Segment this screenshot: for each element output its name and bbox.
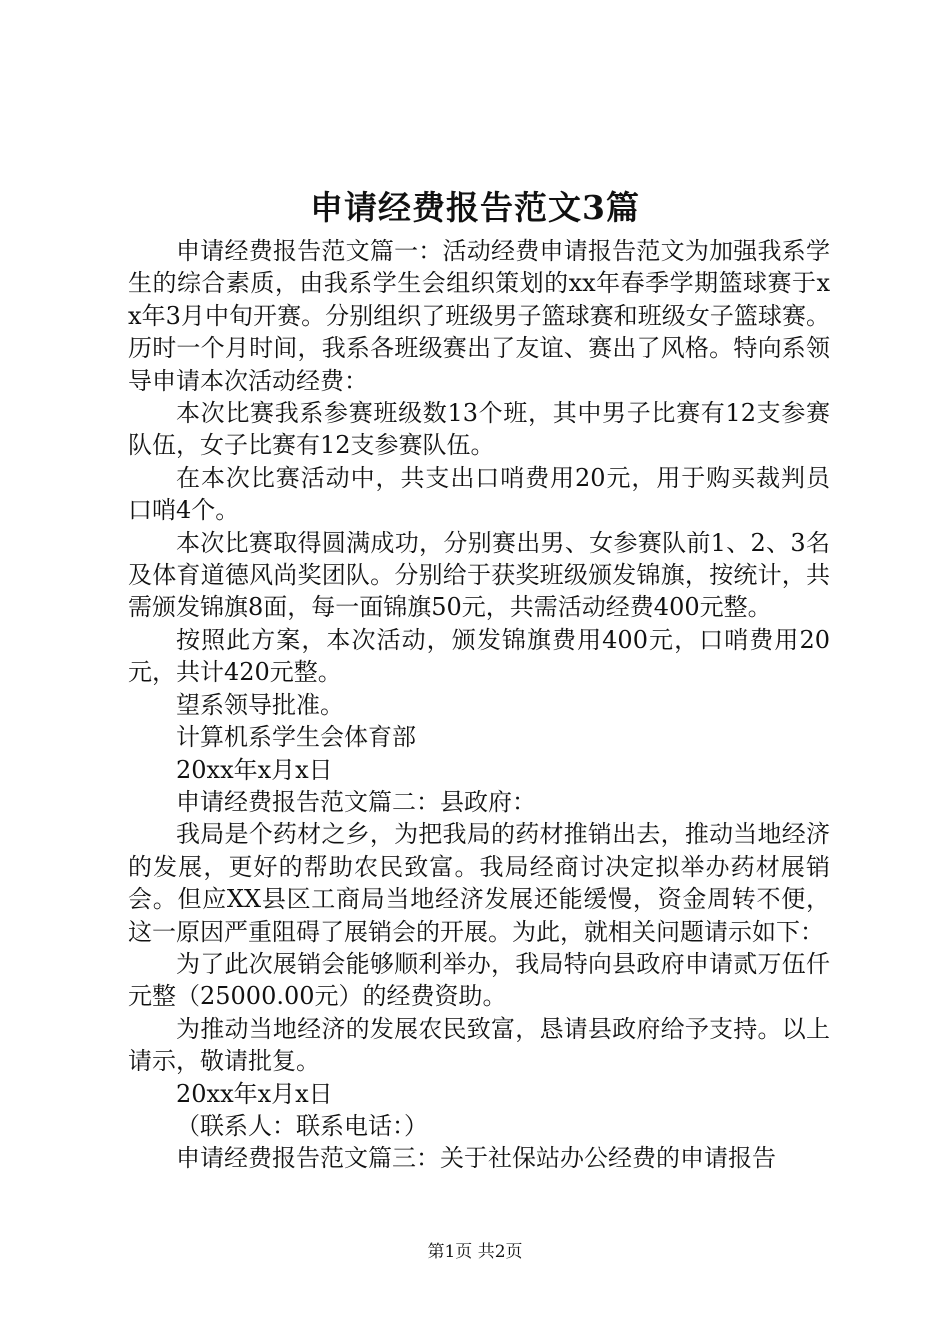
paragraph: （联系人：联系电话：） — [176, 1111, 428, 1140]
document-body — [128, 235, 830, 1175]
paragraph: 我局是个药材之乡，为把我局的药材推销出去，推动当地经济的发展，更好的帮助农民致富。我局经商讨决定拟举办药材展销会。但应XX县区工商局当地经济发展还能缓慢，资金周转不便，这一原因严重阻碍了展销会的开展。为此，就相关问题请示如下： — [128, 820, 830, 946]
paragraph: 申请经费报告范文篇三：关于社保站办公经费的申请报告 — [176, 1144, 776, 1173]
paragraph: 望系领导批准。 — [176, 690, 344, 719]
paragraph: 20xx年x月x日 — [176, 755, 333, 784]
paragraph: 按照此方案，本次活动，颁发锦旗费用400元，口哨费用20元，共计420元整。 — [128, 625, 830, 687]
paragraph: 20xx年x月x日 — [176, 1079, 333, 1108]
paragraph: 为推动当地经济的发展农民致富，恳请县政府给予支持。以上请示，敬请批复。 — [128, 1014, 830, 1076]
paragraph: 申请经费报告范文篇二：县政府： — [176, 787, 536, 816]
paragraph: 在本次比赛活动中，共支出口哨费用20元，用于购买裁判员口哨4个。 — [128, 463, 830, 525]
paragraph: 本次比赛我系参赛班级数13个班，其中男子比赛有12支参赛队伍，女子比赛有12支参赛队伍。 — [128, 399, 830, 460]
paragraph: 为了此次展销会能够顺利举办，我局特向县政府申请贰万伍仟元整（25000.00元）的经费资助。 — [128, 949, 830, 1011]
paragraph: 申请经费报告范文篇一：活动经费申请报告范文为加强我系学生的综合素质，由我系学生会组织策划的xx年春季学期篮球赛于xx年3月中旬开赛。分别组织了班级男子篮球赛和班级女子篮球赛。历时一个月时间，我系各班级赛出了友谊、赛出了风格。特向系领导申请本次活动经费： — [128, 237, 830, 395]
paragraph: 本次比赛取得圆满成功，分别赛出男、女参赛队前1、2、3名及体育道德风尚奖团队。分别给于获奖班级颁发锦旗，按统计，共需颁发锦旗8面，每一面锦旗50元，共需活动经费400元整。 — [128, 528, 830, 622]
paragraph: 计算机系学生会体育部 — [176, 723, 416, 752]
document-title: 申请经费报告范文3篇 — [310, 188, 640, 227]
page-footer: 第1页 共2页 — [427, 1242, 523, 1262]
